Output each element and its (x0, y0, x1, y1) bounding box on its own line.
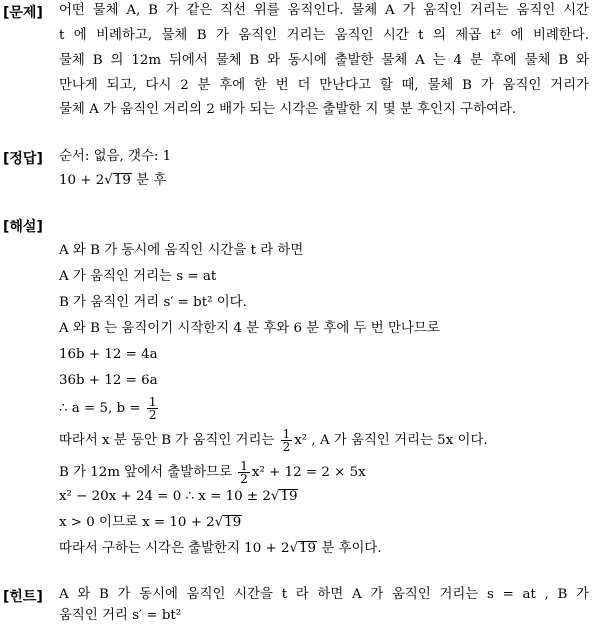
solution-label: [해설] (3, 219, 43, 235)
solution-line-12-post: 분 후이다. (317, 541, 382, 556)
answer-value-root: 19 (113, 173, 131, 188)
hint-line-2: 움직인 거리 s′ = bt² (59, 608, 182, 623)
solution-line-10-pre: x² − 20x + 24 = 0 ∴ x = 10 ± 2 (59, 489, 271, 504)
sqrt-symbol: √ (104, 173, 113, 188)
solution-line-8-post: x² , A 가 움직인 거리는 5x 이다. (294, 433, 488, 448)
solution-line-7-pre: ∴ a = 5, b = (59, 401, 145, 416)
solution-line-9 (59, 460, 589, 485)
problem-line-1: 어떤 물체 A, B 가 같은 직선 위를 움직인다. 물체 A 가 움직인 거리는 움직인 시간 (59, 3, 589, 18)
solution-line-11-pre: x > 0 이므로 x = 10 + 2 (59, 515, 215, 530)
answer-order-line: 순서: 없음, 갯수: 1 (59, 149, 172, 164)
fraction-half (147, 396, 159, 421)
solution-line-3: B 가 움직인 거리 s′ = bt² 이다. (59, 295, 247, 310)
solution-line-2: A 가 움직인 거리는 s = at (59, 269, 217, 284)
hint-label: [힌트] (3, 589, 43, 605)
solution-line-10 (59, 488, 589, 506)
fraction-denominator: 2 (282, 440, 291, 454)
solution-line-8-pre: 따라서 x 분 동안 B 가 움직인 거리는 (59, 433, 279, 448)
answer-label: [정답] (3, 151, 43, 167)
solution-line-12 (59, 540, 589, 558)
fraction-half (281, 428, 293, 453)
problem-label: [문제] (3, 5, 43, 21)
problem-line-4: 만나게 되고, 다시 2 분 후에 한 번 더 만난다고 할 때, 물체 B 가 움직인 거리가 (59, 78, 589, 93)
sqrt-symbol: √ (214, 515, 224, 530)
problem-line-5: 물체 A 가 움직인 거리의 2 배가 되는 시각은 출발한 지 몇 분 후인지 구하여라. (59, 102, 517, 117)
solution-line-11-root: 19 (224, 515, 242, 530)
sqrt-symbol: √ (270, 489, 280, 504)
answer-value-line (59, 172, 589, 190)
fraction-denominator: 2 (148, 408, 157, 422)
solution-line-9-post: x² + 12 = 2 × 5x (251, 465, 366, 480)
solution-line-4: A 와 B 는 움직이기 시작한지 4 분 후와 6 분 후에 두 번 만나므로 (59, 321, 440, 336)
solution-line-5: 16b + 12 = 4a (59, 347, 158, 362)
solution-line-12-pre: 따라서 구하는 시각은 출발한지 10 + 2 (59, 541, 290, 556)
solution-line-7 (59, 396, 589, 421)
fraction-half (238, 460, 250, 485)
fraction-numerator: 1 (282, 427, 291, 441)
solution-line-1: A 와 B 가 동시에 움직인 시간을 t 라 하면 (59, 243, 304, 258)
fraction-numerator: 1 (240, 459, 248, 473)
problem-line-2: t 에 비례하고, 물체 B 가 움직인 거리는 움직인 시간 t 의 제곱 t² 에 비례한다. (59, 28, 589, 43)
fraction-denominator: 2 (240, 472, 248, 486)
solution-line-9-pre: B 가 12m 앞에서 출발하므로 (59, 465, 237, 480)
sqrt-symbol: √ (289, 541, 299, 556)
solution-line-12-root: 19 (299, 541, 317, 556)
solution-line-10-root: 19 (280, 489, 298, 504)
solution-line-6: 36b + 12 = 6a (59, 373, 158, 388)
problem-line-3: 물체 B 의 12m 뒤에서 물체 B 와 동시에 출발한 물체 A 는 4 분 후에 물체 B 와 (59, 53, 589, 68)
fraction-numerator: 1 (148, 395, 157, 409)
answer-value-post: 분 후 (131, 173, 167, 188)
solution-line-8 (59, 428, 589, 453)
hint-line-1: A 와 B 가 동시에 움직인 시간을 t 라 하면 A 가 움직인 거리는 s = at , B 가 (59, 587, 589, 602)
answer-value-pre: 10 + 2 (59, 173, 105, 188)
solution-line-11 (59, 514, 589, 532)
